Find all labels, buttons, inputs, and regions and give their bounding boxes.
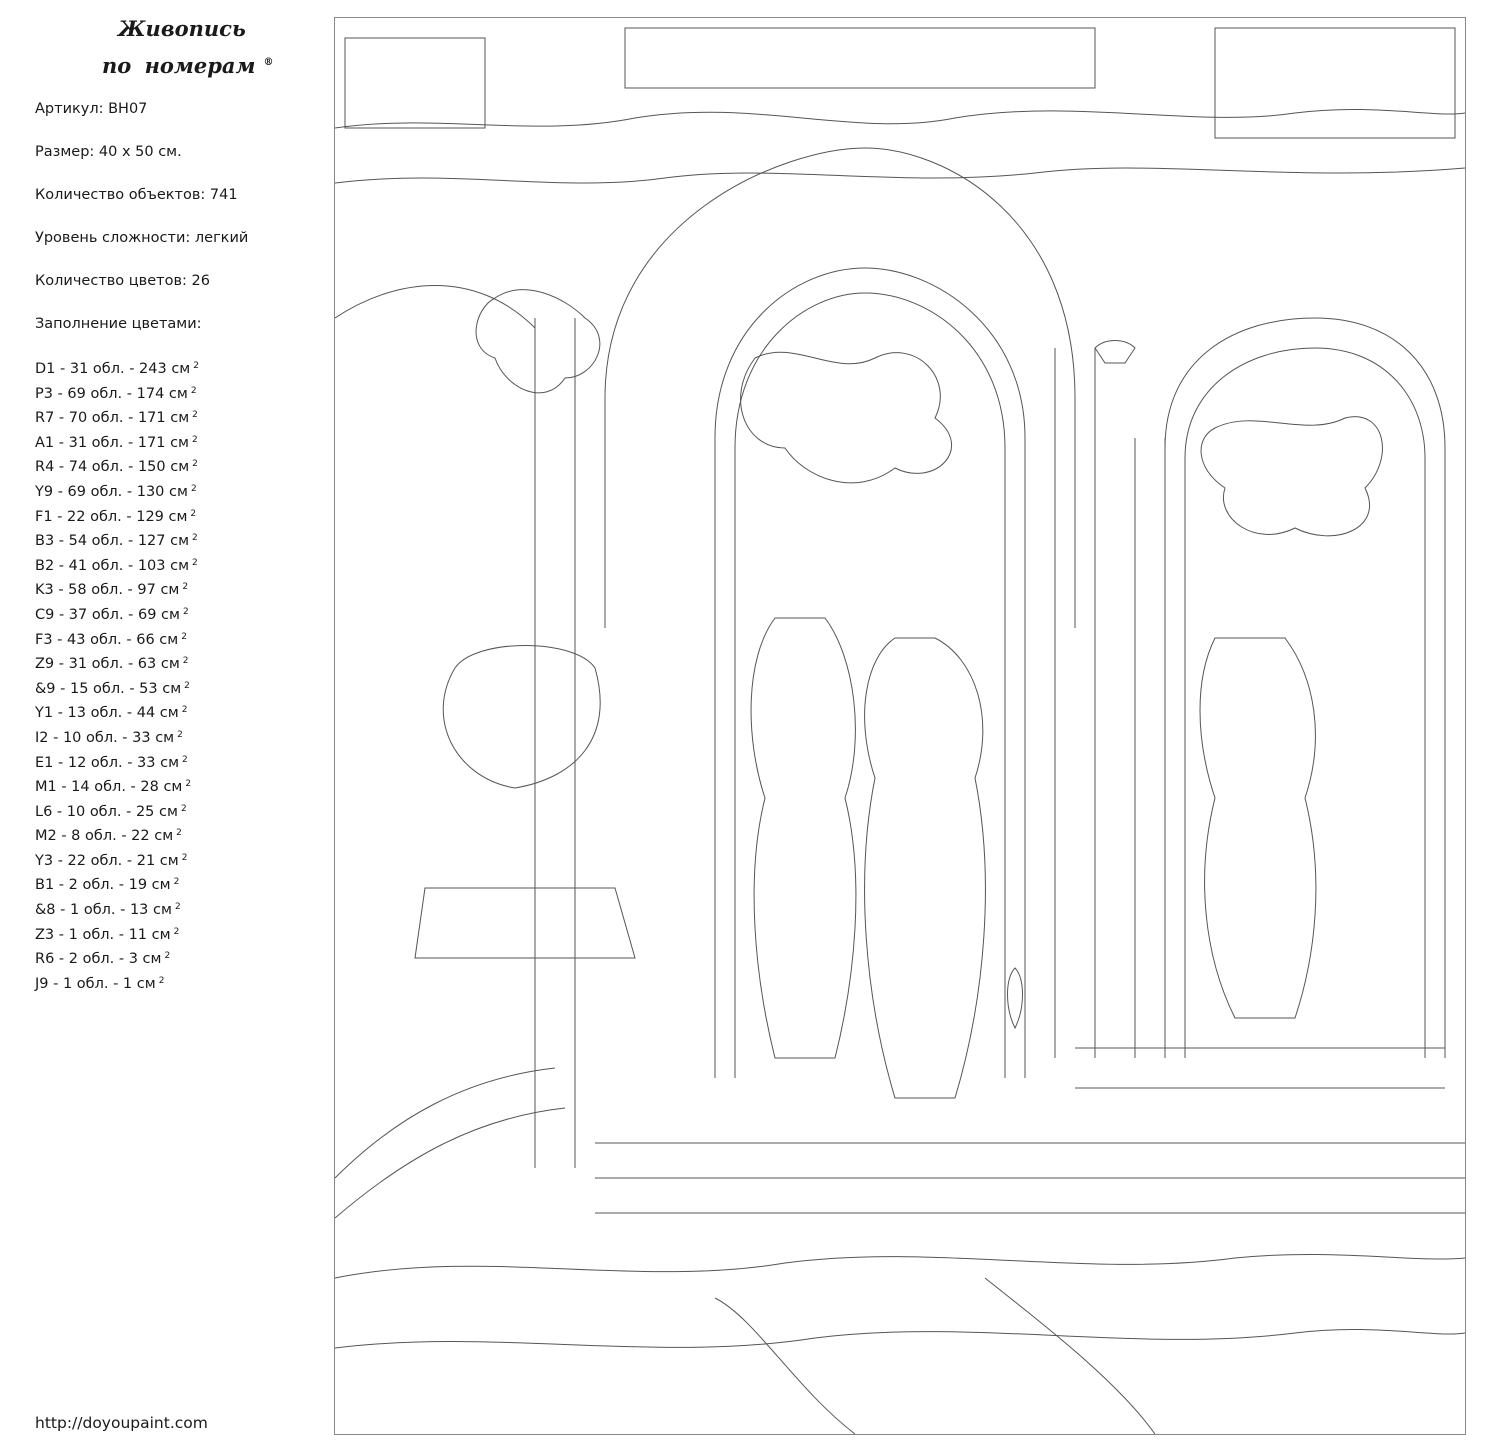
color-fill-item — [35, 922, 199, 947]
color-fill-text: R4 - 74 обл. - 150 см — [35, 459, 190, 476]
color-fill-item — [35, 356, 199, 381]
top-frieze-lower — [335, 168, 1465, 183]
color-fill-item — [35, 553, 199, 578]
urn-base — [415, 888, 635, 958]
color-fill-text: B2 - 41 обл. - 103 см — [35, 557, 190, 574]
color-fill-unit-exponent: 2 — [190, 483, 197, 494]
foliage-1 — [741, 352, 952, 483]
floor-shadow — [715, 1278, 1155, 1434]
color-fill-text: I2 - 10 обл. - 33 см — [35, 729, 175, 746]
fill-header: Заполнение цветами: — [35, 316, 202, 332]
urn — [443, 646, 600, 789]
color-fill-item — [35, 848, 199, 873]
color-fill-unit-exponent: 2 — [190, 385, 197, 396]
color-fill-text: D1 - 31 обл. - 243 см — [35, 361, 191, 377]
color-fill-item — [35, 381, 199, 406]
foliage-3 — [476, 290, 600, 393]
color-fill-item — [35, 799, 199, 824]
color-fill-item — [35, 725, 199, 750]
lamp-right — [1095, 341, 1135, 364]
floor-line-1 — [335, 1254, 1465, 1278]
color-fill-text: B1 - 2 обл. - 19 см — [35, 877, 171, 894]
color-fill-text: Z3 - 1 обл. - 11 см — [35, 926, 171, 943]
figure-right — [1200, 638, 1316, 1018]
brand-line-2 — [96, 46, 296, 83]
color-fill-text: E1 - 12 обл. - 33 см — [35, 754, 180, 771]
color-fill-text: J9 - 1 обл. - 1 см — [35, 975, 156, 992]
color-fill-text: M1 - 14 обл. - 28 см — [35, 779, 183, 796]
color-fill-item — [35, 430, 199, 455]
figure-center-2 — [751, 618, 856, 1058]
color-fill-text: Y9 - 69 обл. - 130 см — [35, 483, 188, 500]
color-fill-item — [35, 700, 199, 725]
color-fill-unit-exponent: 2 — [182, 606, 189, 617]
color-fill-item — [35, 577, 199, 602]
color-fill-item — [35, 774, 199, 799]
color-count: Количество цветов: 26 — [35, 273, 210, 289]
difficulty-level: Уровень сложности: легкий — [35, 230, 249, 246]
brand-logo — [96, 12, 296, 83]
color-fill-item — [35, 676, 199, 701]
registered-mark: ® — [263, 57, 274, 68]
color-fill-unit-exponent: 2 — [164, 951, 171, 962]
left-column — [535, 318, 575, 1168]
color-fill-text: C9 - 37 обл. - 69 см — [35, 606, 180, 623]
color-fill-unit-exponent: 2 — [182, 656, 189, 667]
left-arch — [335, 286, 535, 329]
color-fill-unit-exponent: 2 — [176, 828, 182, 839]
color-fill-text: R7 - 70 обл. - 171 см — [35, 410, 190, 427]
color-fill-unit-exponent: 2 — [181, 631, 187, 642]
color-fill-text: R6 - 2 обл. - 3 см — [35, 951, 162, 968]
color-fill-item — [35, 504, 199, 529]
color-fill-item — [35, 946, 199, 971]
right-arch-inner — [1185, 348, 1425, 1058]
color-fill-unit-exponent: 2 — [190, 508, 197, 519]
color-fill-text: Y3 - 22 обл. - 21 см — [35, 852, 179, 869]
article-number: Артикул: ВН07 — [35, 101, 148, 117]
color-fill-text: F1 - 22 обл. - 129 см — [35, 508, 188, 525]
color-fill-item — [35, 528, 199, 553]
figure-center — [865, 638, 986, 1098]
product-info — [35, 98, 248, 356]
line-art-drawing — [335, 18, 1465, 1434]
color-fill-unit-exponent: 2 — [173, 926, 180, 937]
left-balustrade — [335, 1068, 565, 1218]
color-fill-unit-exponent: 2 — [182, 582, 189, 593]
color-fill-text: L6 - 10 обл. - 25 см — [35, 803, 178, 820]
object-count: Количество объектов: 741 — [35, 187, 238, 203]
color-fill-unit-exponent: 2 — [158, 975, 165, 986]
color-fill-text: A1 - 31 обл. - 171 см — [35, 434, 189, 451]
color-fill-item — [35, 454, 199, 479]
right-arch-outer — [1165, 318, 1445, 1058]
coloring-canvas — [334, 17, 1466, 1435]
color-fill-text: Z9 - 31 обл. - 63 см — [35, 656, 180, 673]
top-frieze — [335, 109, 1465, 128]
color-fill-text: M2 - 8 обл. - 22 см — [35, 828, 174, 845]
brand-line-1: Живопись — [118, 16, 246, 41]
color-fill-unit-exponent: 2 — [192, 434, 198, 445]
color-fill-item — [35, 971, 199, 996]
color-fill-item — [35, 651, 199, 676]
color-fill-unit-exponent: 2 — [192, 459, 198, 470]
color-fill-text: &9 - 15 обл. - 53 см — [35, 680, 182, 697]
color-fill-text: B3 - 54 обл. - 127 см — [35, 533, 190, 550]
color-fill-item — [35, 479, 199, 504]
color-fill-text: K3 - 58 обл. - 97 см — [35, 582, 180, 599]
foliage-2 — [1201, 417, 1382, 536]
color-fill-text: &8 - 1 обл. - 13 см — [35, 902, 172, 919]
color-fill-unit-exponent: 2 — [181, 705, 188, 716]
color-fill-unit-exponent: 2 — [185, 779, 192, 790]
color-fill-unit-exponent: 2 — [193, 361, 199, 371]
color-fill-unit-exponent: 2 — [180, 803, 187, 814]
website-url[interactable]: http://doyoupaint.com — [35, 1414, 208, 1432]
color-fill-unit-exponent: 2 — [192, 557, 198, 568]
right-top-panel — [1215, 28, 1455, 138]
color-fill-list — [35, 356, 199, 995]
color-fill-item — [35, 602, 199, 627]
color-fill-item — [35, 872, 199, 897]
color-fill-item — [35, 627, 199, 652]
color-fill-item — [35, 405, 199, 430]
central-arch-inner-2 — [735, 293, 1005, 1078]
color-fill-unit-exponent: 2 — [181, 852, 188, 863]
color-fill-unit-exponent: 2 — [173, 877, 180, 888]
color-fill-text: F3 - 43 обл. - 66 см — [35, 631, 179, 648]
color-fill-item — [35, 750, 199, 775]
leaf-center — [1008, 968, 1023, 1028]
brand-line-2-text: по номерам — [102, 53, 256, 78]
color-fill-unit-exponent: 2 — [177, 729, 183, 740]
color-fill-unit-exponent: 2 — [192, 410, 198, 421]
color-fill-item — [35, 897, 199, 922]
color-fill-unit-exponent: 2 — [184, 680, 190, 691]
floor-line-2 — [335, 1329, 1465, 1348]
right-column — [1135, 438, 1165, 1058]
color-fill-unit-exponent: 2 — [192, 533, 198, 544]
canvas-size: Размер: 40 х 50 см. — [35, 144, 182, 160]
color-fill-item — [35, 823, 199, 848]
color-fill-unit-exponent: 2 — [182, 754, 188, 765]
color-fill-text: P3 - 69 обл. - 174 см — [35, 385, 188, 402]
color-fill-text: Y1 - 13 обл. - 44 см — [35, 705, 179, 722]
left-top-panel — [345, 38, 485, 128]
color-fill-unit-exponent: 2 — [174, 902, 181, 913]
central-arch-inner — [715, 268, 1025, 1078]
center-top-panel — [625, 28, 1095, 88]
